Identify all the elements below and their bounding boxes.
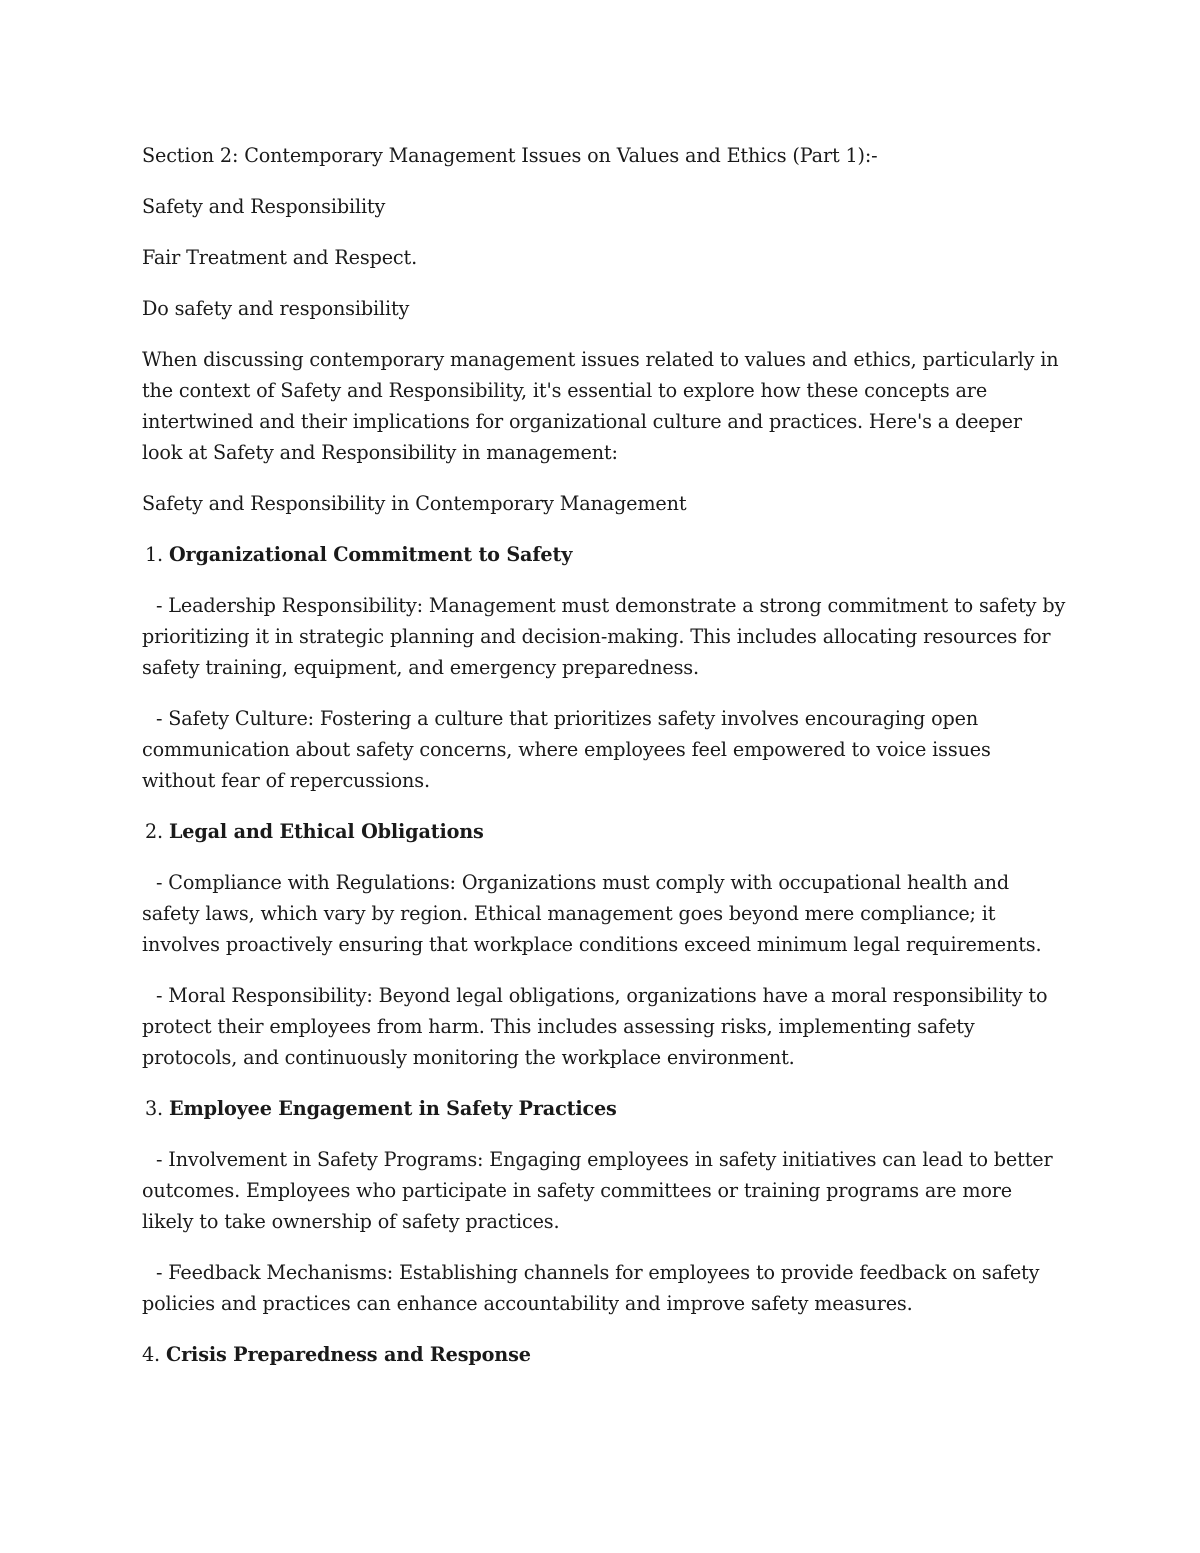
section-heading-3 — [142, 1093, 1067, 1124]
topic-safety-responsibility: Safety and Responsibility — [142, 195, 386, 218]
bullet-text: - Safety Culture: Fostering a culture that prioritizes safety involves encouraging open communication about safety concerns, where employees feel empowered to voice issues without fear of repercussions. — [142, 707, 991, 792]
section-number: 4. — [142, 1343, 161, 1366]
bullet-text: - Leadership Responsibility: Management must demonstrate a strong commitment to safety by prioritizing it in strategic planning and decision-making. This includes allocating resources for safety training, equipment, and emergency preparedness. — [142, 594, 1066, 679]
bullet-paragraph — [142, 1144, 1067, 1237]
section-heading-2 — [142, 816, 1067, 847]
bullet-paragraph — [142, 867, 1067, 960]
topic-fair-treatment: Fair Treatment and Respect. — [142, 246, 418, 269]
section-heading-1 — [142, 539, 1067, 570]
section-title-text: Legal and Ethical Obligations — [168, 820, 484, 843]
section-title-text: Organizational Commitment to Safety — [168, 543, 573, 566]
bullet-paragraph — [142, 590, 1067, 683]
bullet-paragraph — [142, 980, 1067, 1073]
bullet-paragraph — [142, 703, 1067, 796]
topic-do-safety: Do safety and responsibility — [142, 297, 410, 320]
section-number: 3. — [145, 1097, 164, 1120]
bullet-paragraph — [142, 1257, 1067, 1319]
bullet-text: - Compliance with Regulations: Organizations must comply with occupational health and safety laws, which vary by region. Ethical management goes beyond mere compliance; it involves proactively ensuring that workplace conditions exceed minimum legal requirements. — [142, 871, 1042, 956]
section-number: 2. — [145, 820, 164, 843]
subtitle: Safety and Responsibility in Contemporary Management — [142, 492, 687, 515]
document-page — [142, 140, 1067, 1390]
section-number: 1. — [145, 543, 164, 566]
section-title-text: Crisis Preparedness and Response — [165, 1343, 531, 1366]
intro-paragraph: When discussing contemporary management issues related to values and ethics, particularly in the context of Safety and Responsibility, it's essential to explore how these concepts are intertwined and their implications for organizational culture and practices. Here's a deeper look at Safety and Responsibility in management: — [142, 348, 1059, 464]
bullet-text: - Moral Responsibility: Beyond legal obligations, organizations have a moral responsibility to protect their employees from harm. This includes assessing risks, implementing safety protocols, and continuously monitoring the workplace environment. — [142, 984, 1048, 1069]
section-heading-4 — [142, 1339, 1067, 1370]
bullet-text: - Involvement in Safety Programs: Engaging employees in safety initiatives can lead to better outcomes. Employees who participate in safety committees or training programs are more likely to take ownership of safety practices. — [142, 1148, 1053, 1233]
section-title: Section 2: Contemporary Management Issues on Values and Ethics (Part 1):- — [142, 144, 878, 167]
section-title-text: Employee Engagement in Safety Practices — [168, 1097, 617, 1120]
bullet-text: - Feedback Mechanisms: Establishing channels for employees to provide feedback on safety policies and practices can enhance accountability and improve safety measures. — [142, 1261, 1040, 1315]
